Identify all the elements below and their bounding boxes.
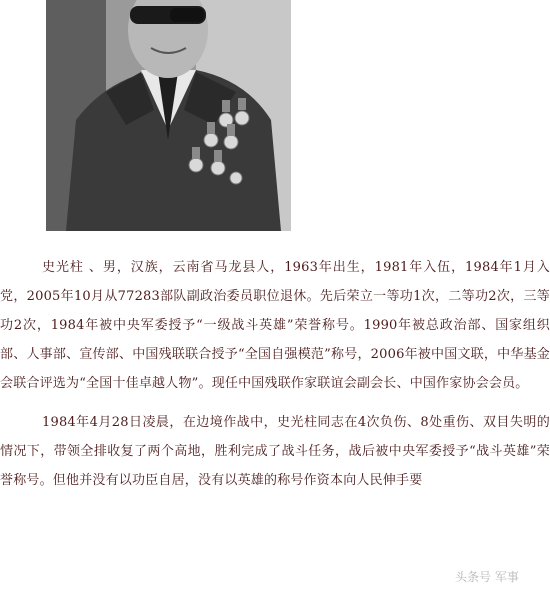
portrait-photo <box>46 0 291 231</box>
watermark: 头条号 军事 <box>455 570 519 584</box>
paragraph-biography: 史光柱 、男，汉族，云南省马龙县人，1963年出生，1981年入伍，1984年1月入党，2005年10月从77283部队副政治委员职位退休。先后荣立一等功1次，二等功2次，三等功2次，1984年被中央军委授予“一级战斗英雄”荣誉称号。1990年被总政治部、国家组织部、人事部、宣传部、中国残联联合授予“全国自强模范”称号，2006年被中国文联，中华基金会联合评选为“全国十佳卓越人物”。现任中国残联作家联谊会副会长、中国作家协会会员。 <box>0 260 550 391</box>
portrait-illustration <box>46 0 291 231</box>
article-body <box>0 253 550 495</box>
paragraph-battle-account: 1984年4月28日凌晨，在边境作战中，史光柱同志在4次负伤、8处重伤、双目失明的情况下，带领全排收复了两个高地，胜利完成了战斗任务，战后被中央军委授予“战斗英雄”荣誉称号。但他并没有以功臣自居，没有以英雄的称号作资本向人民伸手要 <box>0 415 550 488</box>
